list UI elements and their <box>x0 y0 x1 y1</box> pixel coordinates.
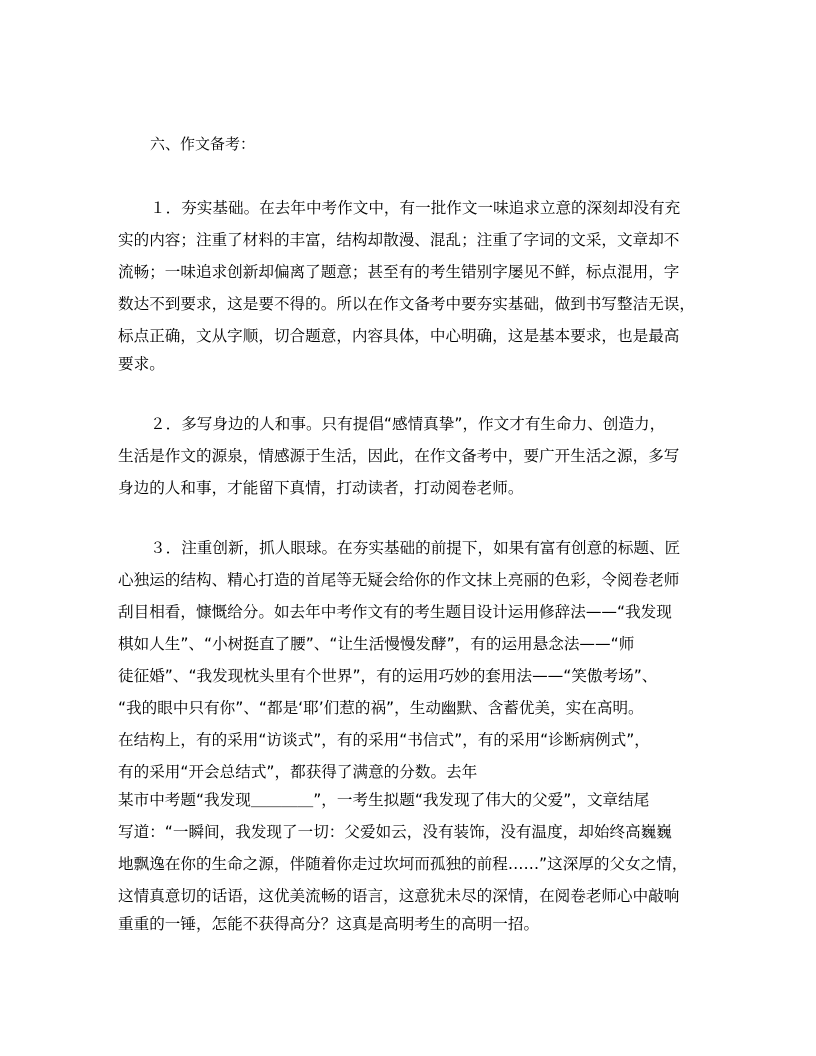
paragraph-line: 徒征婚”、“我发现枕头里有个世界”，有的运用巧妙的套用法——“笑傲考场”、 <box>118 667 658 685</box>
paragraph-line: ２．多写身边的人和事。只有提倡“感情真挚”，作文才有生命力、创造力， <box>150 415 666 433</box>
paragraph-line: １．夯实基础。在去年中考作文中，有一批作文一味追求立意的深刻却没有充 <box>150 199 681 217</box>
paragraph-line: 要求。 <box>118 355 165 373</box>
paragraph-line: 数达不到要求，这是要不得的。所以在作文备考中要夯实基础，做到书写整洁无误， <box>118 295 695 313</box>
paragraph-line: 写道：“一瞬间，我发现了一切：父爱如云，没有装饰，没有温度，却始终高巍巍 <box>118 823 672 841</box>
paragraph-line: 实的内容；注重了材料的丰富，结构却散漫、混乱；注重了字词的文采，文章却不 <box>118 231 680 249</box>
paragraph-line: 生活是作文的源泉，情感源于生活，因此，在作文备考中，要广开生活之源，多写 <box>118 447 680 465</box>
paragraph-line: 重重的一锤，怎能不获得高分？这真是高明考生的高明一招。 <box>118 915 540 933</box>
paragraph-line: 棋如人生”、“小树挺直了腰”、“让生活慢慢发酵”，有的运用悬念法——“师 <box>118 635 635 653</box>
paragraph-line: 地飘逸在你的生命之源，伴随着你走过坎坷而孤独的前程……”这深厚的父女之情， <box>118 855 688 873</box>
paragraph-line: 有的采用“开会总结式”，都获得了满意的分数。去年 <box>118 763 478 781</box>
paragraph-line: 刮目相看，慷慨给分。如去年中考作文有的考生题目设计运用修辞法——“我发现 <box>118 603 672 621</box>
paragraph-line: 身边的人和事，才能留下真情，打动读者，打动阅卷老师。 <box>118 479 524 497</box>
paragraph-line: 流畅；一味追求创新却偏离了题意；甚至有的考生错别字屡见不鲜，标点混用，字 <box>118 263 680 281</box>
paragraph-line: 心独运的结构、精心打造的首尾等无疑会给你的作文抹上亮丽的色彩，令阅卷老师 <box>118 571 680 589</box>
section-heading: 六、作文备考： <box>150 135 256 153</box>
paragraph-line: 某市中考题“我发现＿＿＿＿”，一考生拟题“我发现了伟大的父爱”，文章结尾 <box>118 791 650 809</box>
paragraph-line: ３．注重创新，抓人眼球。在夯实基础的前提下，如果有富有创意的标题、匠 <box>150 539 681 557</box>
paragraph-line: 标点正确，文从字顺，切合题意，内容具体，中心明确，这是基本要求，也是最高 <box>118 327 680 345</box>
paragraph-line: 在结构上，有的采用“访谈式”，有的采用“书信式”，有的采用“诊断病例式”， <box>118 731 650 749</box>
paragraph-line: 这情真意切的话语，这优美流畅的语言，这意犹未尽的深情，在阅卷老师心中敲响 <box>118 887 680 905</box>
paragraph-line: “我的眼中只有你”、“都是‘耶’们惹的祸”，生动幽默、含蓄优美，实在高明。 <box>118 699 644 717</box>
